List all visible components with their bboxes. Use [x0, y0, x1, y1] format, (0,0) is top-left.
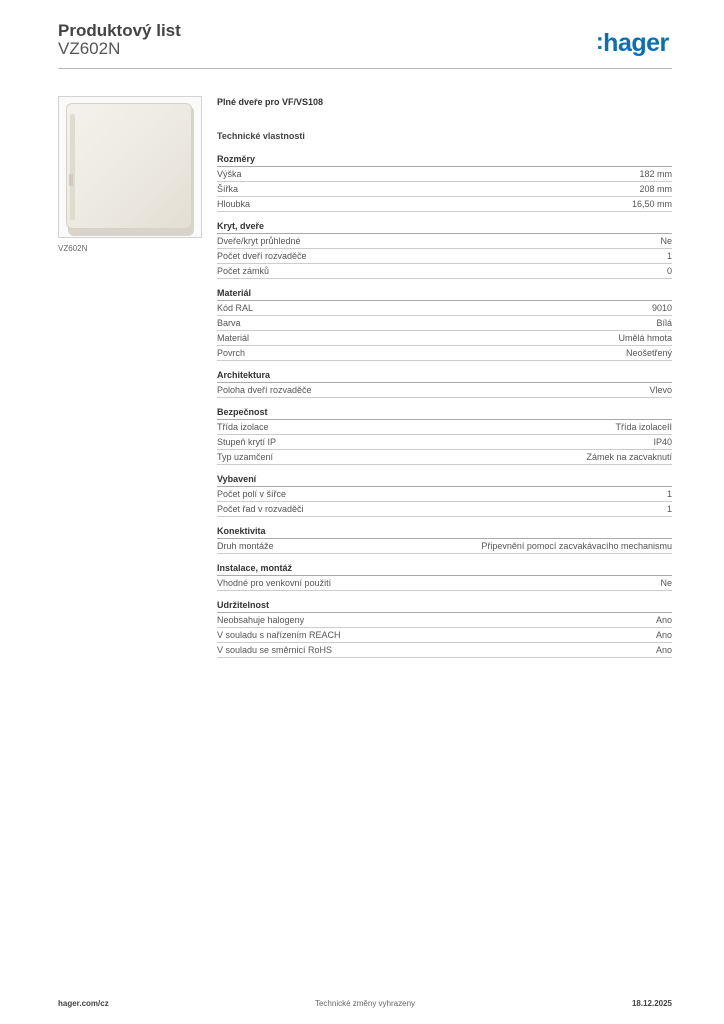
- spec-row: [217, 234, 672, 249]
- footer-date: 18.12.2025: [631, 999, 672, 1008]
- spec-label: Dveře/kryt průhledné: [217, 236, 301, 246]
- spec-row: [217, 167, 672, 182]
- section-title: Kryt, dveře: [217, 219, 672, 234]
- hager-logo: [596, 28, 669, 58]
- spec-row: [217, 628, 672, 643]
- spec-row: [217, 435, 672, 450]
- spec-row: [217, 450, 672, 465]
- spec-row: [217, 331, 672, 346]
- spec-label: Počet zámků: [217, 266, 270, 276]
- panel-hinge-edge: [70, 114, 75, 220]
- spec-section: [217, 368, 672, 398]
- spec-label: Výška: [217, 169, 242, 179]
- spec-value: 1: [666, 251, 672, 261]
- spec-section: [217, 598, 672, 658]
- page-title: Produktový list: [58, 21, 181, 40]
- product-name: Plné dveře pro VF/VS108: [217, 97, 324, 107]
- image-caption: VZ602N: [58, 244, 88, 253]
- spec-label: Šířka: [217, 184, 239, 194]
- spec-label: Stupeň krytí IP: [217, 437, 277, 447]
- spec-row: [217, 249, 672, 264]
- logo-colon-icon: :: [596, 28, 604, 54]
- section-title: Konektivita: [217, 524, 672, 539]
- spec-row: [217, 613, 672, 628]
- spec-value: Ne: [660, 578, 672, 588]
- spec-label: Počet polí v šířce: [217, 489, 287, 499]
- spec-value: IP40: [653, 437, 672, 447]
- specifications: [217, 96, 672, 658]
- spec-value: Bílá: [656, 318, 672, 328]
- spec-row: [217, 539, 672, 554]
- spec-value: Vlevo: [649, 385, 672, 395]
- spec-value: Třída izolaceII: [615, 422, 672, 432]
- section-title: Materiál: [217, 286, 672, 301]
- spec-label: Druh montáže: [217, 541, 274, 551]
- spec-value: 0: [666, 266, 672, 276]
- spec-label: Barva: [217, 318, 241, 328]
- spec-row: [217, 502, 672, 517]
- spec-label: Třída izolace: [217, 422, 269, 432]
- spec-label: Počet řad v rozvaděči: [217, 504, 304, 514]
- spec-row: [217, 197, 672, 212]
- door-panel-illustration: [66, 103, 192, 229]
- spec-row: [217, 420, 672, 435]
- spec-label: Poloha dveří rozvaděče: [217, 385, 312, 395]
- spec-section: [217, 524, 672, 554]
- section-title: Instalace, montáž: [217, 561, 672, 576]
- spec-sections: [217, 152, 672, 658]
- spec-label: Typ uzamčení: [217, 452, 274, 462]
- spec-value: 1: [666, 489, 672, 499]
- spec-section: [217, 472, 672, 517]
- section-title: Udržitelnost: [217, 598, 672, 613]
- spec-row: [217, 182, 672, 197]
- spec-label: V souladu se směrnicí RoHS: [217, 645, 333, 655]
- spec-label: Kód RAL: [217, 303, 254, 313]
- spec-section: [217, 219, 672, 279]
- spec-row: [217, 301, 672, 316]
- section-title: Vybavení: [217, 472, 672, 487]
- section-title: Architektura: [217, 368, 672, 383]
- spec-value: 208 mm: [639, 184, 672, 194]
- spec-row: [217, 316, 672, 331]
- spec-value: Ano: [655, 630, 672, 640]
- tech-heading: Technické vlastnosti: [217, 131, 305, 141]
- spec-value: Ne: [660, 236, 672, 246]
- spec-section: [217, 405, 672, 465]
- spec-value: 1: [666, 504, 672, 514]
- spec-value: Ano: [655, 645, 672, 655]
- logo-text: hager: [603, 29, 669, 57]
- spec-section: [217, 561, 672, 591]
- spec-row: [217, 264, 672, 279]
- spec-value: Zámek na zacvaknutí: [586, 452, 672, 462]
- spec-label: Materiál: [217, 333, 250, 343]
- spec-label: Neobsahuje halogeny: [217, 615, 305, 625]
- spec-label: Počet dveří rozvaděče: [217, 251, 307, 261]
- footer-website[interactable]: hager.com/cz: [58, 999, 109, 1008]
- spec-row: [217, 643, 672, 658]
- spec-row: [217, 383, 672, 398]
- spec-label: Hloubka: [217, 199, 251, 209]
- section-title: Bezpečnost: [217, 405, 672, 420]
- panel-latch-notch: [69, 174, 73, 186]
- product-image: [58, 96, 202, 238]
- spec-row: [217, 346, 672, 361]
- footer-notice: Technické změny vyhrazeny: [314, 999, 416, 1008]
- section-title: Rozměry: [217, 152, 672, 167]
- spec-value: 182 mm: [639, 169, 672, 179]
- spec-value: Připevnění pomocí zacvakávacího mechanismu: [481, 541, 672, 551]
- spec-value: Ano: [655, 615, 672, 625]
- header-divider: [58, 68, 672, 69]
- spec-section: [217, 152, 672, 212]
- spec-section: [217, 286, 672, 361]
- spec-label: Povrch: [217, 348, 246, 358]
- spec-label: V souladu s nařízením REACH: [217, 630, 341, 640]
- spec-value: Umělá hmota: [618, 333, 672, 343]
- spec-label: Vhodné pro venkovní použití: [217, 578, 332, 588]
- spec-value: Neošetřený: [625, 348, 672, 358]
- spec-row: [217, 487, 672, 502]
- spec-value: 16,50 mm: [631, 199, 672, 209]
- spec-row: [217, 576, 672, 591]
- product-code: VZ602N: [58, 39, 121, 58]
- spec-value: 9010: [651, 303, 672, 313]
